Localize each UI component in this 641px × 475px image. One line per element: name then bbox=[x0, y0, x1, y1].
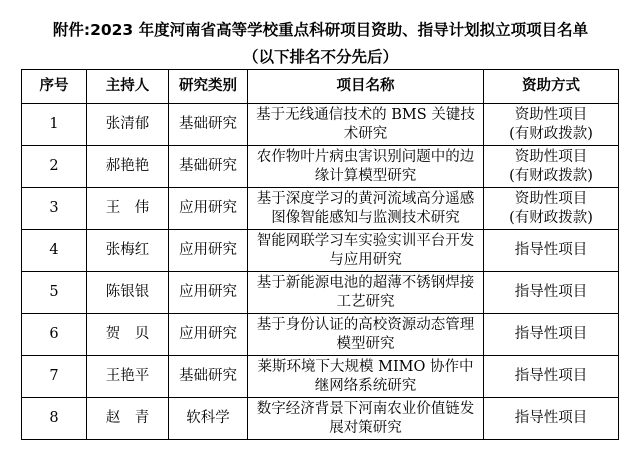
document-title: 附件:2023 年度河南省高等学校重点科研项目资助、指导计划拟立项项目名单 bbox=[52, 21, 589, 39]
row-funding: 指导性项目 bbox=[484, 398, 619, 440]
row-project: 基于新能源电池的超薄不锈钢焊接工艺研究 bbox=[248, 272, 484, 314]
header-funding: 资助方式 bbox=[484, 70, 619, 104]
row-host: 贺 贝 bbox=[87, 314, 169, 356]
row-funding: 资助性项目 (有财政拨款) bbox=[484, 188, 619, 230]
table-row bbox=[22, 314, 619, 356]
row-host: 张清郁 bbox=[87, 104, 169, 146]
table-row bbox=[22, 356, 619, 398]
document-subtitle: （以下排名不分先后） bbox=[242, 48, 398, 66]
row-category: 应用研究 bbox=[169, 272, 248, 314]
header-host: 主持人 bbox=[87, 70, 169, 104]
row-category: 基础研究 bbox=[169, 104, 248, 146]
table-row bbox=[22, 104, 619, 146]
row-project: 智能网联学习车实验实训平台开发与应用研究 bbox=[248, 230, 484, 272]
row-category: 应用研究 bbox=[169, 188, 248, 230]
row-host: 王 伟 bbox=[87, 188, 169, 230]
table-row bbox=[22, 230, 619, 272]
row-host: 郝艳艳 bbox=[87, 146, 169, 188]
row-no: 4 bbox=[22, 230, 87, 272]
row-project: 基于身份认证的高校资源动态管理模型研究 bbox=[248, 314, 484, 356]
row-host: 赵 青 bbox=[87, 398, 169, 440]
row-project: 数字经济背景下河南农业价值链发展对策研究 bbox=[248, 398, 484, 440]
row-host: 张梅红 bbox=[87, 230, 169, 272]
row-funding: 指导性项目 bbox=[484, 314, 619, 356]
row-no: 1 bbox=[22, 104, 87, 146]
row-category: 应用研究 bbox=[169, 230, 248, 272]
row-host: 王艳平 bbox=[87, 356, 169, 398]
row-no: 3 bbox=[22, 188, 87, 230]
row-project: 基于无线通信技术的 BMS 关键技术研究 bbox=[248, 104, 484, 146]
table-row bbox=[22, 272, 619, 314]
row-category: 应用研究 bbox=[169, 314, 248, 356]
table-row bbox=[22, 188, 619, 230]
row-no: 6 bbox=[22, 314, 87, 356]
row-no: 7 bbox=[22, 356, 87, 398]
row-funding: 资助性项目 (有财政拨款) bbox=[484, 104, 619, 146]
row-no: 5 bbox=[22, 272, 87, 314]
row-category: 基础研究 bbox=[169, 356, 248, 398]
row-funding: 指导性项目 bbox=[484, 230, 619, 272]
header-category: 研究类别 bbox=[169, 70, 248, 104]
row-project: 莱斯环境下大规模 MIMO 协作中继网络系统研究 bbox=[248, 356, 484, 398]
row-category: 软科学 bbox=[169, 398, 248, 440]
row-category: 基础研究 bbox=[169, 146, 248, 188]
row-project: 基于深度学习的黄河流域高分遥感图像智能感知与监测技术研究 bbox=[248, 188, 484, 230]
row-funding: 资助性项目 (有财政拨款) bbox=[484, 146, 619, 188]
row-host: 陈银银 bbox=[87, 272, 169, 314]
project-list-table bbox=[21, 69, 619, 440]
header-no: 序号 bbox=[22, 70, 87, 104]
table-row bbox=[22, 398, 619, 440]
row-project: 农作物叶片病虫害识别问题中的边缘计算模型研究 bbox=[248, 146, 484, 188]
row-funding: 指导性项目 bbox=[484, 356, 619, 398]
table-header-row bbox=[22, 70, 619, 104]
header-project: 项目名称 bbox=[248, 70, 484, 104]
table-row bbox=[22, 146, 619, 188]
row-no: 2 bbox=[22, 146, 87, 188]
row-no: 8 bbox=[22, 398, 87, 440]
row-funding: 指导性项目 bbox=[484, 272, 619, 314]
